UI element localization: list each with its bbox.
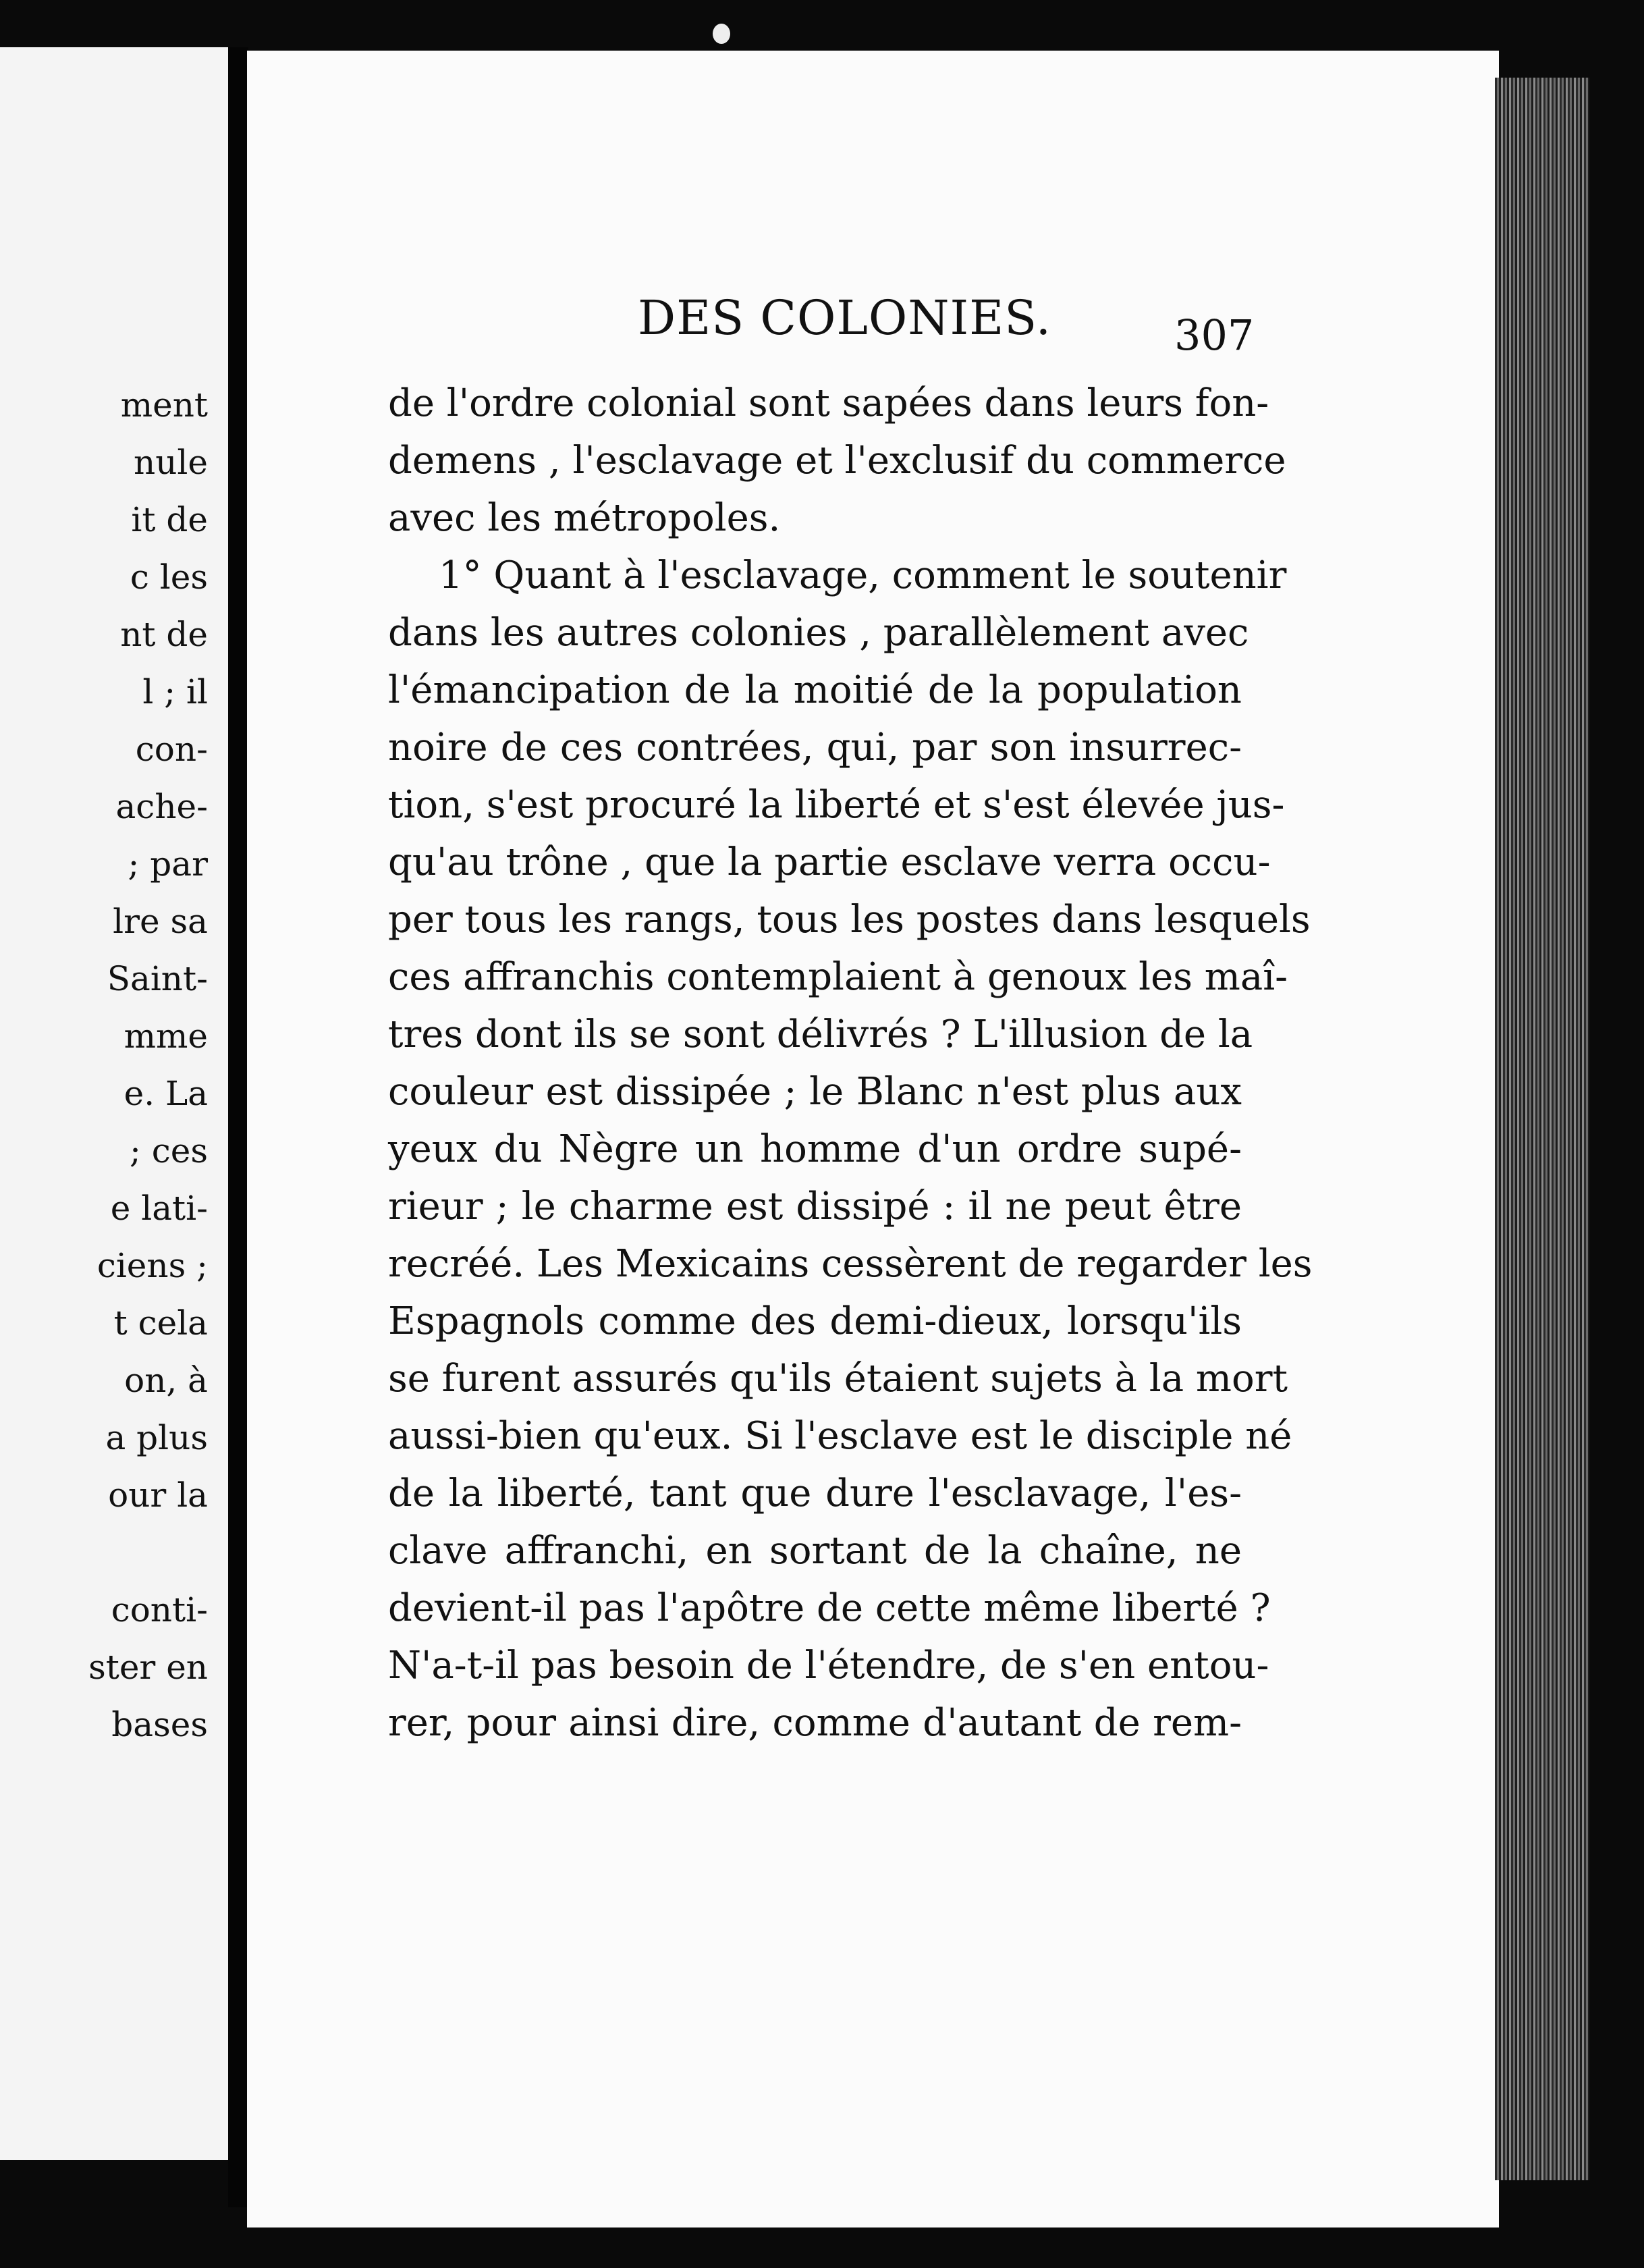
text-line: rieur ; le charme est dissipé : il ne peut être xyxy=(388,1185,1242,1228)
text-line: recréé. Les Mexicains cessèrent de regarder les xyxy=(388,1242,1313,1286)
left-page-line: ; par xyxy=(128,844,208,884)
body-text xyxy=(388,375,1313,1752)
left-page-line: e. La xyxy=(124,1074,208,1113)
left-page-line: con- xyxy=(135,730,208,769)
left-page-line: lre sa xyxy=(113,902,208,941)
text-line: 1° Quant à l'esclavage, comment le soutenir xyxy=(439,554,1287,597)
text-line: tion, s'est procuré la liberté et s'est élevée jus- xyxy=(388,783,1285,827)
left-page-line: l ; il xyxy=(142,672,208,711)
text-line: couleur est dissipée ; le Blanc n'est plus aux xyxy=(388,1070,1242,1114)
left-page-line: a plus xyxy=(105,1418,208,1457)
left-page-line: c les xyxy=(130,558,208,597)
text-line: l'émancipation de la moitié de la population xyxy=(388,668,1242,712)
text-line: noire de ces contrées, qui, par son insurrec- xyxy=(388,726,1242,770)
text-line: per tous les rangs, tous les postes dans lesquels xyxy=(388,898,1311,942)
text-line: rer, pour ainsi dire, comme d'autant de rem- xyxy=(388,1701,1242,1745)
text-line: tres dont ils se sont délivrés ? L'illusion de la xyxy=(388,1013,1253,1056)
running-head: DES COLONIES. xyxy=(638,290,1051,346)
left-page-line: on, à xyxy=(124,1361,208,1400)
left-page-line: mme xyxy=(124,1017,208,1056)
page-edge-stack xyxy=(1495,78,1589,2180)
book-gutter xyxy=(228,47,248,2207)
text-line: de la liberté, tant que dure l'esclavage, l'es- xyxy=(388,1472,1242,1515)
text-line: qu'au trône , que la partie esclave verra occu- xyxy=(388,840,1271,884)
left-page-fragment xyxy=(0,47,228,2160)
text-line: demens , l'esclavage et l'exclusif du commerce xyxy=(388,439,1286,483)
text-line: aussi-bien qu'eux. Si l'esclave est le disciple né xyxy=(388,1414,1292,1458)
left-page-line: ache- xyxy=(115,787,208,826)
text-line: dans les autres colonies , parallèlement avec xyxy=(388,611,1249,655)
text-line: Espagnols comme des demi-dieux, lorsqu'ils xyxy=(388,1299,1242,1343)
text-line: avec les métropoles. xyxy=(388,496,781,540)
left-page-line: bases xyxy=(111,1705,208,1744)
left-page-line: conti- xyxy=(111,1590,208,1629)
left-page-line: ; ces xyxy=(130,1131,208,1170)
text-line: de l'ordre colonial sont sapées dans leurs fon- xyxy=(388,381,1269,425)
text-line: yeux du Nègre un homme d'un ordre supé- xyxy=(388,1127,1242,1171)
text-line: se furent assurés qu'ils étaient sujets à la mort xyxy=(388,1357,1288,1401)
text-line: devient-il pas l'apôtre de cette même liberté ? xyxy=(388,1586,1271,1630)
left-page-line: ster en xyxy=(88,1648,208,1687)
left-page-line: ciens ; xyxy=(97,1246,208,1285)
left-page-line: our la xyxy=(108,1476,208,1515)
left-page-line: it de xyxy=(131,500,208,539)
text-line: clave affranchi, en sortant de la chaîne, ne xyxy=(388,1529,1242,1573)
left-page-line: nule xyxy=(134,443,208,482)
left-page-line: e lati- xyxy=(110,1189,208,1228)
text-line: ces affranchis contemplaient à genoux les maî- xyxy=(388,955,1288,999)
left-page-line: ment xyxy=(120,385,208,425)
left-page-line: t cela xyxy=(113,1303,208,1343)
left-page-line: Saint- xyxy=(107,959,208,998)
left-page-line: nt de xyxy=(120,615,208,654)
text-line: N'a-t-il pas besoin de l'étendre, de s'en entou- xyxy=(388,1644,1269,1688)
page-number: 307 xyxy=(1174,310,1255,360)
